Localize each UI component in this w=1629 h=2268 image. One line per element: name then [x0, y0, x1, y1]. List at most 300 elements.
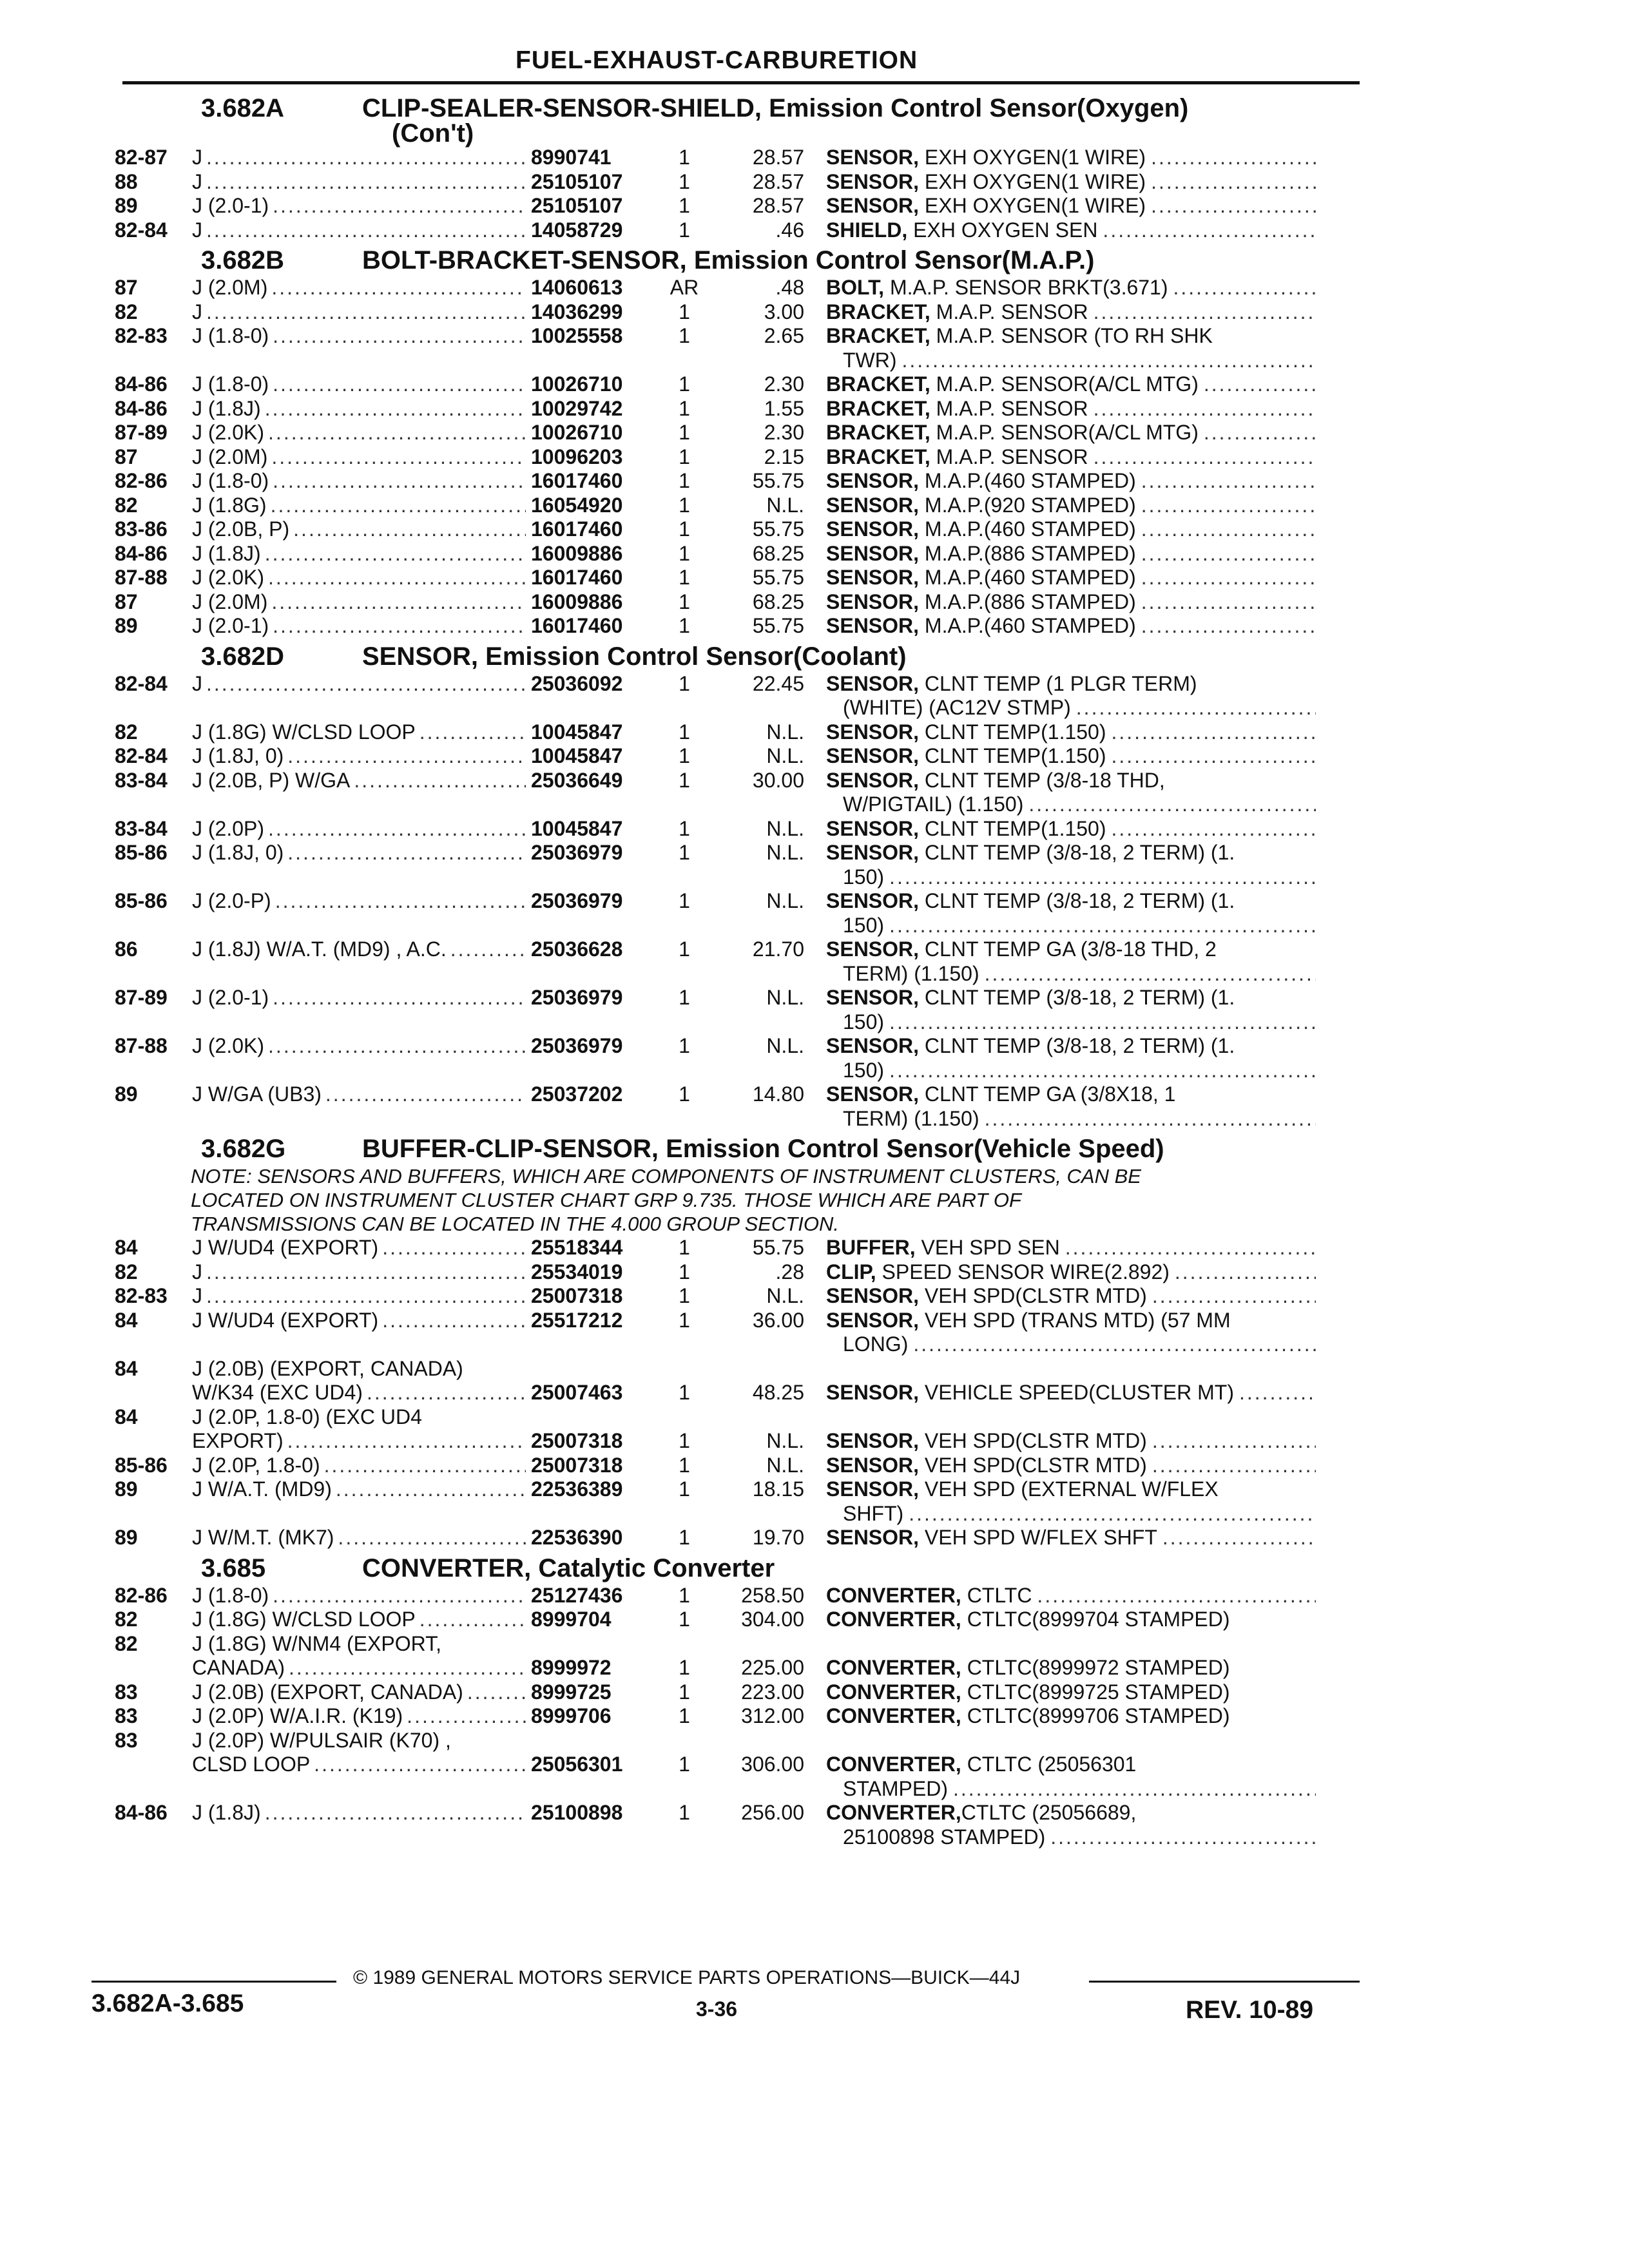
- part-row: [115, 1632, 1371, 1657]
- leader-dots: [979, 1107, 1316, 1131]
- description-text: [826, 841, 1235, 865]
- description-text: [843, 1777, 948, 1802]
- price: 18.15: [752, 1477, 804, 1501]
- part-name: SENSOR,: [826, 1381, 920, 1404]
- part-detail: 150): [843, 1010, 885, 1033]
- description: [826, 1236, 1316, 1260]
- part-number: 10045847: [531, 816, 623, 840]
- leader-dots: [1136, 590, 1316, 615]
- part-row: [115, 276, 1371, 300]
- leader-dots: [908, 1332, 1316, 1357]
- leader-dots: [264, 1034, 526, 1082]
- model-text: J (2.0B) (EXPORT, CANADA): [192, 1356, 463, 1380]
- description-line: [826, 1477, 1316, 1502]
- description-text: [826, 194, 1146, 218]
- part-detail: M.A.P. SENSOR (TO RH SHK: [930, 324, 1213, 347]
- description-line: [826, 962, 1316, 986]
- part-name: CONVERTER,: [826, 1680, 961, 1704]
- description-text: [843, 1332, 908, 1357]
- model-text: J (1.8G) W/CLSD LOOP: [192, 720, 416, 744]
- model-text: EXPORT): [192, 1429, 284, 1452]
- description: [826, 614, 1316, 639]
- model-cell: [192, 1284, 531, 1309]
- model-cell: [192, 421, 531, 445]
- model-cell: [192, 469, 531, 494]
- part-name: BOLT,: [826, 276, 885, 299]
- part-number: 25036979: [531, 841, 623, 864]
- leader-dots: [1060, 1236, 1316, 1260]
- description-text: [826, 769, 1165, 793]
- description-line: [826, 1777, 1316, 1802]
- price: .46: [775, 218, 804, 242]
- leader-dots: [447, 937, 526, 986]
- leader-dots: [269, 614, 526, 639]
- leader-dots: [1106, 744, 1316, 769]
- part-number: 10026710: [531, 421, 623, 444]
- description: [826, 300, 1316, 325]
- leader-dots: [264, 421, 526, 445]
- description: [826, 986, 1316, 1034]
- model-text: J (2.0P) W/A.I.R. (K19): [192, 1704, 403, 1727]
- leader-dots: [284, 744, 526, 769]
- part-detail: VEH SPD SEN: [915, 1236, 1060, 1259]
- model-year: 82-86: [115, 1583, 168, 1607]
- price: 3.00: [764, 300, 804, 323]
- description-text: [826, 1236, 1060, 1260]
- part-number: 25036649: [531, 768, 623, 792]
- part-row: [115, 1584, 1371, 1608]
- part-number: 14058729: [531, 218, 623, 242]
- leader-dots: [1170, 1260, 1316, 1285]
- model-text: J (1.8J, 0): [192, 744, 284, 767]
- part-row: [115, 397, 1371, 421]
- part-number: 16017460: [531, 517, 623, 541]
- quantity: 1: [679, 590, 690, 613]
- model-cell: [192, 1753, 531, 1801]
- part-name: BRACKET,: [826, 372, 930, 396]
- part-number: 22536390: [531, 1526, 623, 1549]
- description: [826, 1034, 1316, 1082]
- part-row: [115, 672, 1371, 720]
- model-text: J: [192, 1260, 202, 1283]
- description-text: [826, 1034, 1235, 1059]
- part-detail: M.A.P. SENSOR: [930, 300, 1088, 323]
- quantity: 1: [679, 614, 690, 637]
- part-detail: M.A.P. SENSOR(A/CL MTG): [930, 421, 1199, 444]
- part-name: SENSOR,: [826, 169, 920, 193]
- model-text: J W/A.T. (MD9): [192, 1477, 332, 1501]
- leader-dots: [1088, 445, 1316, 470]
- price: 21.70: [752, 937, 804, 961]
- quantity: [653, 1729, 715, 1753]
- model-year: 83: [115, 1680, 138, 1704]
- model-text: J: [192, 1284, 202, 1307]
- model-year: [115, 1753, 192, 1801]
- part-name: SENSOR,: [826, 1429, 920, 1452]
- quantity: 1: [679, 1526, 690, 1549]
- model-year: 82-83: [115, 1284, 168, 1307]
- part-name: CONVERTER,: [826, 1753, 961, 1776]
- quantity: 1: [679, 1680, 690, 1704]
- part-number: [531, 1405, 653, 1430]
- leader-dots: [1147, 1454, 1316, 1478]
- part-row: [115, 1729, 1371, 1753]
- part-number: 8999972: [531, 1656, 612, 1679]
- part-row: [115, 445, 1371, 470]
- description-text: [826, 720, 1106, 745]
- parts-listing: [115, 90, 1371, 1849]
- description: [826, 1260, 1316, 1285]
- description-line: [826, 1526, 1316, 1550]
- description-text: [826, 566, 1136, 590]
- description-text: [826, 1309, 1231, 1333]
- part-number: 25007463: [531, 1381, 623, 1404]
- description-line: [826, 1825, 1316, 1850]
- section-heading: [115, 1554, 1371, 1582]
- model-year: 84: [115, 1356, 138, 1380]
- description: [826, 1357, 1316, 1381]
- model-text: J (2.0M): [192, 276, 268, 299]
- quantity: 1: [679, 566, 690, 589]
- model-text: J (2.0K): [192, 421, 265, 444]
- description: [826, 1704, 1316, 1729]
- description-line: [826, 542, 1316, 566]
- quantity: 1: [679, 841, 690, 864]
- part-name: SENSOR,: [826, 841, 920, 864]
- model-year: [115, 1381, 192, 1405]
- leader-dots: [403, 1704, 526, 1729]
- quantity: 1: [679, 146, 690, 169]
- leader-dots: [269, 372, 526, 397]
- part-detail: CLNT TEMP (3/8-18, 2 TERM) (1.: [919, 841, 1235, 864]
- part-detail: TERM) (1.150): [843, 961, 979, 985]
- part-detail: CTLTC(8999725 STAMPED): [961, 1680, 1230, 1704]
- leader-dots: [1136, 542, 1316, 566]
- part-detail: VEH SPD(CLSTR MTD): [919, 1429, 1147, 1452]
- description-text: [843, 349, 897, 373]
- description-line: [826, 218, 1316, 243]
- footer-revision: REV. 10-89: [1186, 1996, 1314, 2024]
- part-detail: M.A.P. SENSOR(A/CL MTG): [930, 372, 1199, 396]
- model-year: 87-89: [115, 986, 168, 1009]
- description-text: [826, 1704, 1230, 1729]
- description: [826, 841, 1316, 889]
- model-year: 84: [115, 1405, 138, 1428]
- part-number: 25105107: [531, 194, 623, 217]
- price: 1.55: [764, 396, 804, 420]
- part-row: [115, 1236, 1371, 1260]
- model-cell: [192, 1405, 531, 1430]
- part-row: [115, 744, 1371, 769]
- price: 68.25: [752, 590, 804, 613]
- description-text: [826, 1477, 1219, 1502]
- model-cell: [192, 1357, 531, 1381]
- leader-dots: [897, 349, 1316, 373]
- description-text: [826, 218, 1097, 243]
- model-cell: [192, 1632, 531, 1657]
- header-rule: [122, 81, 1360, 84]
- description: [826, 469, 1316, 494]
- model-cell: [192, 542, 531, 566]
- description-text: [826, 494, 1136, 518]
- part-name: SENSOR,: [826, 541, 920, 565]
- model-cell: [192, 1309, 531, 1357]
- part-row: [115, 1477, 1371, 1526]
- description-text: [843, 1825, 1045, 1850]
- description: [826, 672, 1316, 720]
- price: 19.70: [752, 1526, 804, 1549]
- price: .28: [775, 1260, 804, 1283]
- part-name: CONVERTER,: [826, 1583, 961, 1607]
- model-year: 82-87: [115, 146, 168, 169]
- part-number: 25105107: [531, 169, 623, 193]
- part-detail: CTLTC (25056301: [961, 1753, 1137, 1776]
- model-cell: [192, 397, 531, 421]
- part-number: [531, 1357, 653, 1381]
- section-title: BUFFER-CLIP-SENSOR, Emission Control Sensor(Vehicle Speed): [362, 1135, 1164, 1163]
- description-line: [826, 170, 1316, 195]
- description-line: [826, 1059, 1316, 1083]
- part-detail: CLNT TEMP(1.150): [919, 720, 1106, 744]
- description: [826, 397, 1316, 421]
- section-title: CLIP-SEALER-SENSOR-SHIELD, Emission Control Sensor(Oxygen): [362, 94, 1189, 122]
- model-cell: [192, 1729, 531, 1753]
- description-line: [826, 614, 1316, 639]
- part-row: [115, 1656, 1371, 1680]
- price: 55.75: [752, 469, 804, 492]
- description-text: [826, 1284, 1147, 1309]
- quantity: 1: [679, 445, 690, 468]
- description: [826, 146, 1316, 170]
- model-text: J (2.0B, P) W/GA: [192, 768, 351, 792]
- quantity: [653, 1405, 715, 1430]
- description-text: [826, 1381, 1234, 1405]
- description: [826, 1801, 1316, 1849]
- part-row: [115, 421, 1371, 445]
- description-text: [826, 986, 1235, 1010]
- price: N.L.: [766, 1453, 804, 1477]
- description-text: [826, 324, 1213, 349]
- part-detail: 25100898 STAMPED): [843, 1825, 1046, 1849]
- quantity: 1: [679, 1381, 690, 1404]
- quantity: 1: [679, 1704, 690, 1727]
- quantity: 1: [679, 169, 690, 193]
- model-year: 82: [115, 720, 138, 744]
- model-text: J (2.0-1): [192, 614, 269, 637]
- part-row: [115, 324, 1371, 372]
- part-name: SENSOR,: [826, 1284, 920, 1307]
- part-number: 25007318: [531, 1429, 623, 1452]
- description: [826, 276, 1316, 300]
- model-text: J (1.8G) W/CLSD LOOP: [192, 1608, 416, 1631]
- model-text: J (2.0-1): [192, 986, 269, 1009]
- part-detail: CLNT TEMP(1.150): [919, 744, 1106, 767]
- quantity: 1: [679, 1453, 690, 1477]
- price: 55.75: [752, 566, 804, 589]
- footer-section-range: 3.682A-3.685: [92, 1990, 244, 2017]
- part-name: SENSOR,: [826, 937, 920, 961]
- model-cell: [192, 1429, 531, 1454]
- leader-dots: [1088, 300, 1316, 325]
- note-line: TRANSMISSIONS CAN BE LOCATED IN THE 4.000 GROUP SECTION.: [191, 1213, 839, 1235]
- description-text: [843, 696, 1071, 720]
- price: [715, 1357, 826, 1381]
- quantity: 1: [679, 1082, 690, 1106]
- quantity: 1: [679, 194, 690, 217]
- part-detail: TERM) (1.150): [843, 1106, 979, 1130]
- description: [826, 517, 1316, 542]
- description-text: [843, 1010, 884, 1035]
- part-detail: STAMPED): [843, 1776, 948, 1800]
- leader-dots: [1032, 1584, 1316, 1608]
- price: 258.50: [741, 1583, 804, 1607]
- description: [826, 566, 1316, 590]
- part-name: CONVERTER,: [826, 1704, 961, 1727]
- part-detail: EXH OXYGEN(1 WIRE): [919, 146, 1146, 169]
- model-text: J (2.0-P): [192, 889, 271, 912]
- part-number: 25036979: [531, 1034, 623, 1057]
- price: 28.57: [752, 146, 804, 169]
- leader-dots: [1199, 372, 1316, 397]
- section-number: 3.682B: [201, 246, 284, 274]
- quantity: 1: [679, 720, 690, 744]
- description-line: [826, 1082, 1316, 1107]
- part-detail: 150): [843, 1058, 885, 1082]
- part-detail: M.A.P. SENSOR: [930, 445, 1088, 468]
- leader-dots: [202, 1260, 526, 1285]
- description-text: [826, 1082, 1175, 1107]
- model-year: 82-84: [115, 671, 168, 695]
- quantity: 1: [679, 1583, 690, 1607]
- description-text: [826, 1526, 1157, 1550]
- price: 22.45: [752, 671, 804, 695]
- model-year: 87-89: [115, 421, 168, 444]
- leader-dots: [948, 1777, 1316, 1802]
- description-line: [826, 1454, 1316, 1478]
- leader-dots: [1146, 170, 1316, 195]
- description-text: [826, 469, 1136, 494]
- model-text: J (1.8-0): [192, 372, 269, 396]
- leader-dots: [1136, 469, 1316, 494]
- part-number: [531, 1632, 653, 1657]
- part-row: [115, 1608, 1371, 1632]
- footer-rule-left: [92, 1981, 336, 1983]
- description: [826, 542, 1316, 566]
- part-number: 16017460: [531, 614, 623, 637]
- description-line: [826, 1656, 1316, 1680]
- description-line: [826, 1010, 1316, 1035]
- leader-dots: [202, 218, 526, 243]
- model-text: J (1.8-0): [192, 469, 269, 492]
- note-line: LOCATED ON INSTRUMENT CLUSTER CHART GRP 9.735. THOSE WHICH ARE PART OF: [191, 1189, 1021, 1211]
- description-text: [826, 517, 1136, 542]
- part-row: [115, 590, 1371, 615]
- model-year: 89: [115, 1477, 138, 1501]
- description-text: [826, 1656, 1230, 1680]
- price: N.L.: [766, 493, 804, 517]
- description-text: [826, 542, 1136, 566]
- model-text: CLSD LOOP: [192, 1753, 311, 1776]
- part-detail: CLNT TEMP (3/8-18, 2 TERM) (1.: [919, 889, 1235, 912]
- model-text: J (2.0K): [192, 566, 265, 589]
- part-name: CONVERTER,: [826, 1608, 961, 1631]
- leader-dots: [334, 1526, 526, 1550]
- leader-dots: [289, 517, 526, 542]
- quantity: 1: [679, 1608, 690, 1631]
- model-cell: [192, 218, 531, 243]
- part-detail: SPEED SENSOR WIRE(2.892): [876, 1260, 1170, 1283]
- model-text: J W/UD4 (EXPORT): [192, 1308, 379, 1332]
- page-header-title: FUEL-EXHAUST-CARBURETION: [516, 46, 918, 74]
- model-cell: [192, 1260, 531, 1285]
- part-row: [115, 372, 1371, 397]
- price: N.L.: [766, 720, 804, 744]
- leader-dots: [332, 1477, 526, 1526]
- leader-dots: [202, 170, 526, 195]
- leader-dots: [1146, 194, 1316, 218]
- part-detail: VEH SPD (EXTERNAL W/FLEX: [919, 1477, 1219, 1501]
- part-detail: CLNT TEMP (3/8-18, 2 TERM) (1.: [919, 1034, 1235, 1057]
- model-cell: [192, 324, 531, 372]
- model-year: 82: [115, 300, 138, 323]
- description-line: [826, 1429, 1316, 1454]
- model-text: J (1.8-0): [192, 1583, 269, 1607]
- part-number: 22536389: [531, 1477, 623, 1501]
- section-title: CONVERTER, Catalytic Converter: [362, 1553, 775, 1582]
- model-cell: [192, 300, 531, 325]
- description-line: [826, 793, 1316, 817]
- description: [826, 590, 1316, 615]
- part-name: BRACKET,: [826, 421, 930, 444]
- description-text: [826, 1584, 1032, 1608]
- description-line: [826, 566, 1316, 590]
- part-number: 25036979: [531, 889, 623, 912]
- footer-rule-right: [1089, 1981, 1360, 1983]
- description-line: [826, 372, 1316, 397]
- part-row: [115, 1526, 1371, 1550]
- description-text: [826, 889, 1235, 914]
- description: [826, 170, 1316, 195]
- description-line: [826, 397, 1316, 421]
- description-text: [826, 1801, 1136, 1825]
- model-year: 82: [115, 1608, 138, 1631]
- model-year: 82-86: [115, 469, 168, 492]
- description-text: [826, 817, 1106, 841]
- description-text: [826, 937, 1217, 962]
- model-year: 82-84: [115, 744, 168, 767]
- description-text: [826, 590, 1136, 615]
- description-line: [826, 1236, 1316, 1260]
- leader-dots: [1023, 793, 1316, 817]
- part-row: [115, 841, 1371, 889]
- price: [715, 1405, 826, 1430]
- part-name: SENSOR,: [826, 768, 920, 792]
- model-year: 84-86: [115, 1801, 168, 1824]
- price: N.L.: [766, 986, 804, 1009]
- part-row: [115, 494, 1371, 518]
- part-detail: M.A.P.(920 STAMPED): [919, 493, 1136, 517]
- price: N.L.: [766, 1284, 804, 1307]
- model-cell: [192, 1801, 531, 1849]
- description-line: [826, 1680, 1316, 1705]
- description-text: [826, 744, 1106, 769]
- leader-dots: [284, 1429, 526, 1454]
- quantity: 1: [679, 1429, 690, 1452]
- part-detail: W/PIGTAIL) (1.150): [843, 793, 1024, 816]
- description-line: [826, 696, 1316, 720]
- description-line: [826, 986, 1316, 1010]
- description-text: [826, 170, 1146, 195]
